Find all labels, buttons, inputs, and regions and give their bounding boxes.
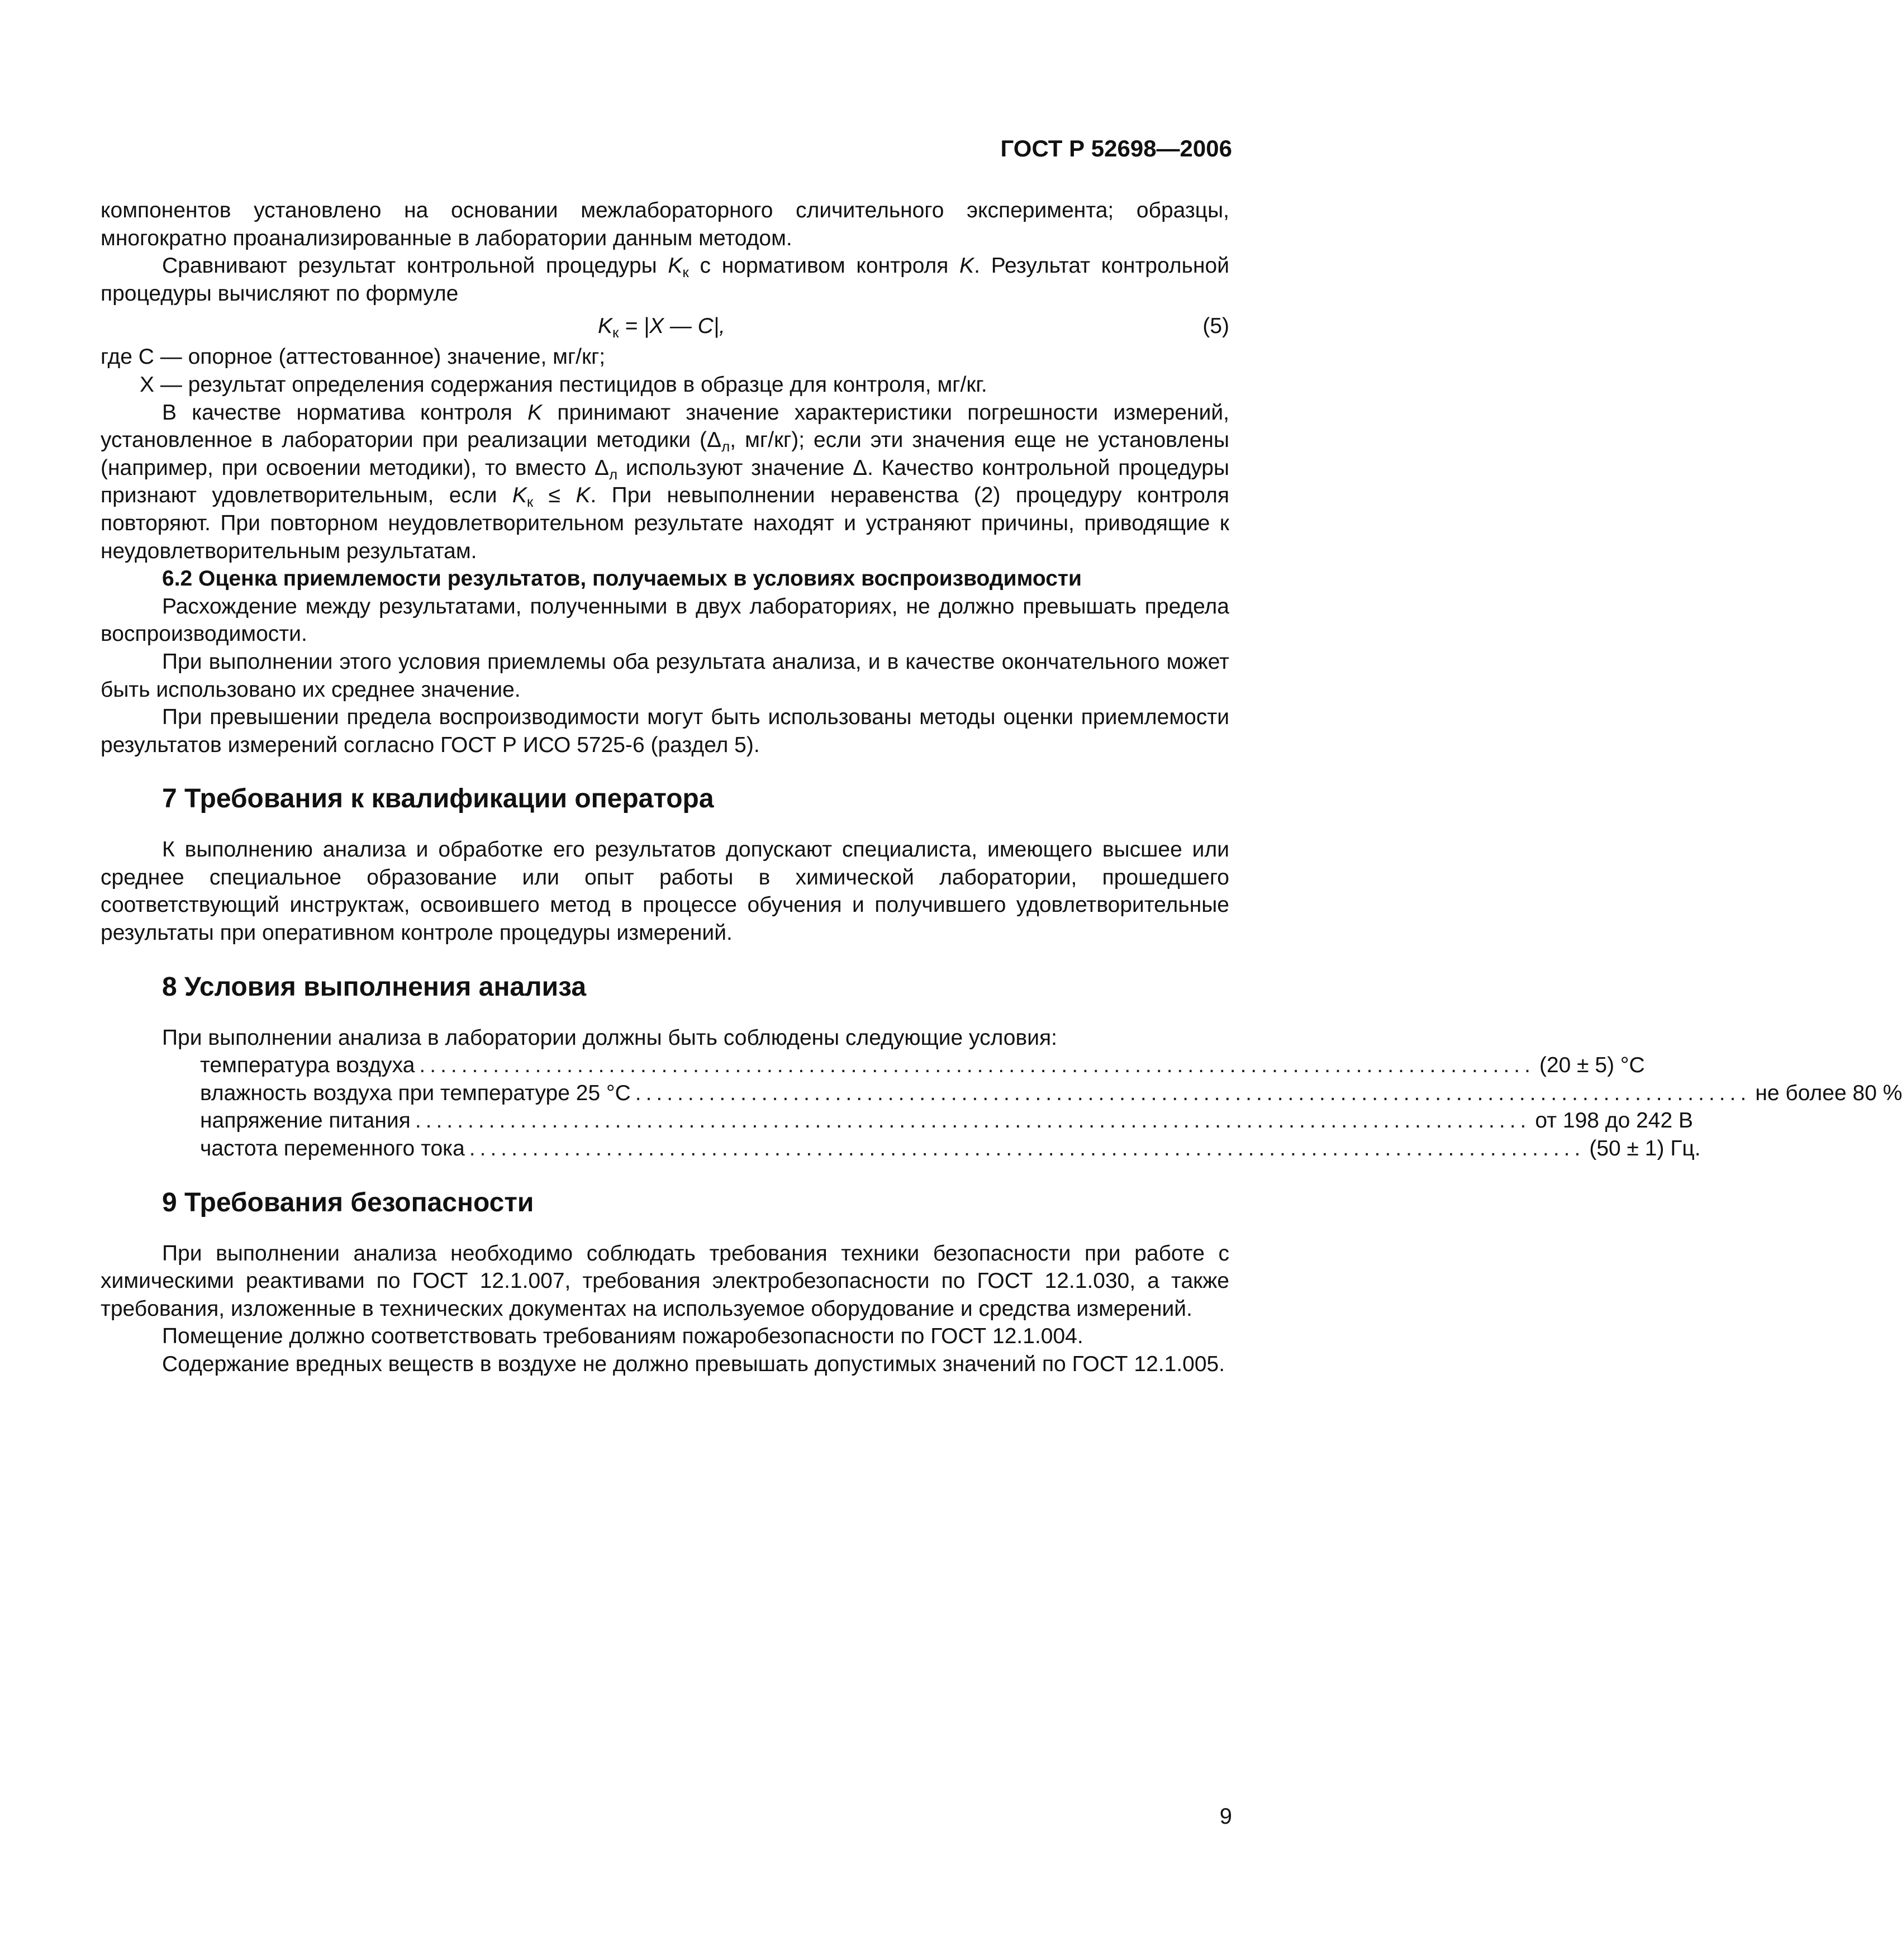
symbol-k: K: [668, 254, 683, 278]
conditions-list: [200, 1052, 1902, 1162]
text-run: принимают значение характеристики погрешности измерений, установленное в лаборатории при реализации методики (: [101, 400, 1229, 453]
document-header: ГОСТ Р 52698—2006: [1000, 135, 1232, 161]
formula-number: (5): [1202, 314, 1229, 339]
subscript: к: [526, 493, 534, 511]
symbol-delta: Δ: [707, 428, 722, 453]
condition-label: напряжение питания: [200, 1109, 411, 1133]
text-run: Сравнивают результат контрольной процедуры: [162, 254, 668, 278]
dot-leader: ..........................................................................................................: [419, 1053, 1535, 1078]
condition-value: не более 80 %: [1755, 1081, 1902, 1105]
paragraph-8-intro: При выполнении анализа в лаборатории должны быть соблюдены следующие условия:: [162, 1025, 1057, 1050]
paragraph-9-1: При выполнении анализа необходимо соблюдать требования техники безопасности при работе с химическими реактивами по ГОСТ 12.1.007, требования электробезопасности по ГОСТ 12.1.030, а также требования, изложенные в технических документах на используемое оборудование и средства измерений.: [101, 1241, 1229, 1321]
section-heading-9: 9 Требования безопасности: [162, 1187, 534, 1217]
symbol-k: K: [527, 400, 543, 425]
text-run: , мг/кг); если эти значения еще не установлены (например, при освоении методики), то вместо: [101, 428, 1229, 480]
paragraph-6-2-2: При выполнении этого условия приемлемы оба результата анализа, и в качестве окончательного может быть использовано их среднее значение.: [101, 649, 1229, 702]
subscript: к: [612, 324, 619, 341]
paragraph-9-3: Содержание вредных веществ в воздухе не должно превышать допустимых значений по ГОСТ 12.1.005.: [162, 1352, 1225, 1376]
formula-rest: = |X — C|,: [619, 314, 725, 339]
paragraph-6-2-1: Расхождение между результатами, полученными в двух лабораториях, не должно превышать предела воспроизводимости.: [101, 594, 1229, 646]
formula-expression: [598, 312, 725, 341]
paragraph-6-2-3: При превышении предела воспроизводимости могут быть использованы методы оценки приемлемости результатов измерений согласно ГОСТ Р ИСО 5725-6 (раздел 5).: [101, 705, 1229, 757]
condition-row: [200, 1107, 1694, 1135]
condition-row: [200, 1135, 1701, 1163]
condition-row: [200, 1052, 1645, 1079]
dot-leader: ..........................................................................................................: [635, 1081, 1751, 1105]
symbol-k: K: [959, 254, 974, 278]
where-x: X — результат определения содержания пестицидов в образце для контроля, мг/кг.: [140, 372, 987, 397]
formula-5: [101, 312, 1229, 341]
dot-leader: ..........................................................................................................: [415, 1109, 1531, 1133]
section-heading-7: 7 Требования к квалификации оператора: [162, 784, 714, 814]
condition-label: частота переменного тока: [200, 1136, 465, 1161]
page-content: [101, 197, 1902, 1378]
symbol-k: K: [598, 314, 613, 339]
text-run: В качестве норматива контроля: [162, 400, 528, 425]
symbol-k: K: [512, 483, 527, 508]
text-run: используют значение Δ. Качество контрольной процедуры признают удовлетворительным, если: [101, 455, 1229, 508]
paragraph-9-2: Помещение должно соответствовать требованиям пожаробезопасности по ГОСТ 12.1.004.: [162, 1324, 1083, 1349]
paragraph-control-norm: [101, 399, 1229, 565]
subscript: л: [608, 465, 618, 483]
text-run: . Результат контрольной процедуры вычисляют по формуле: [101, 254, 1229, 306]
condition-value: (50 ± 1) Гц.: [1589, 1136, 1701, 1161]
condition-label: влажность воздуха при температуре 25 °С: [200, 1081, 631, 1105]
page-number: 9: [1219, 1804, 1232, 1829]
condition-label: температура воздуха: [200, 1053, 415, 1078]
subsection-heading-6-2: 6.2 Оценка приемлемости результатов, получаемых в условиях воспроизводимости: [162, 567, 1082, 591]
text-run: с нормативом контроля: [688, 254, 960, 278]
symbol-k: K: [576, 483, 591, 508]
paragraph-intro-continuation: компонентов установлено на основании межлабораторного сличительного эксперимента; образцы, многократно проанализированные в лаборатории данным методом.: [101, 198, 1229, 250]
section-heading-8: 8 Условия выполнения анализа: [162, 972, 587, 1002]
subscript: к: [682, 264, 689, 281]
condition-value: от 198 до 242 В: [1535, 1109, 1694, 1133]
condition-value: (20 ± 5) °С: [1539, 1053, 1645, 1078]
text-run: ≤: [533, 483, 576, 508]
text-run: . При невыполнении неравенства (2) процедуру контроля повторяют. При повторном неудовлетворительном результате находят и устраняют причины, приводящие к неудовлетворительным результатам.: [101, 483, 1229, 563]
where-c: где C — опорное (аттестованное) значение, мг/кг;: [101, 345, 606, 369]
paragraph-control-procedure: [101, 252, 1229, 307]
dot-leader: ..........................................................................................................: [469, 1136, 1585, 1161]
subscript: л: [721, 438, 730, 455]
condition-row: [200, 1079, 1902, 1107]
symbol-delta: Δ: [594, 455, 609, 480]
paragraph-7-1: К выполнению анализа и обработке его результатов допускают специалиста, имеющего высшее или среднее специальное образование или опыт работы в химической лаборатории, прошедшего соответствующий инструктаж, освоившего метод в процессе обучения и получившего удовлетворительные результаты при оперативном контроле процедуры измерений.: [101, 838, 1229, 945]
